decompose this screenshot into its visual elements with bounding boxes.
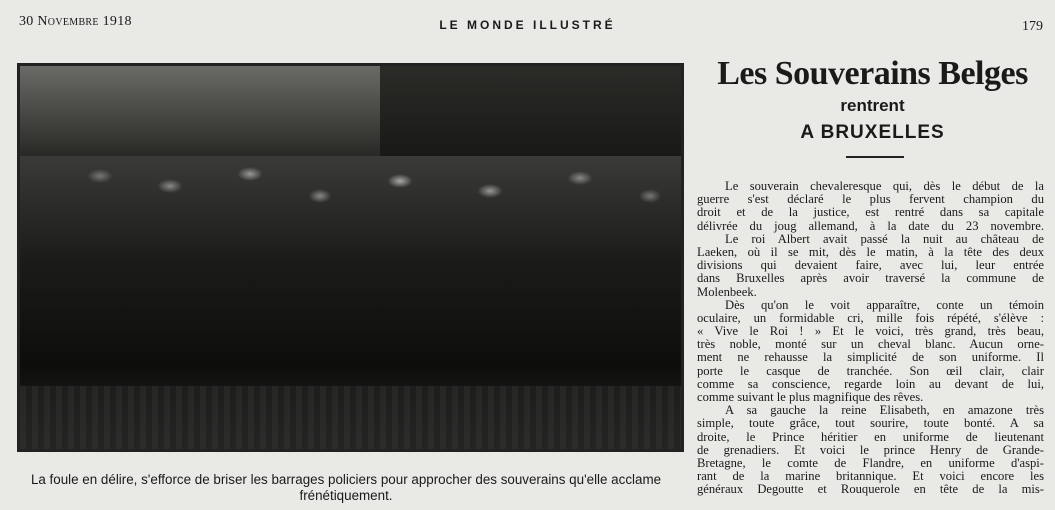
body-line: droite, le Prince héritier en uniforme de lieutenant (697, 429, 1044, 444)
body-line: dans Bruxelles après avoir traversé la commune de (697, 271, 1044, 286)
body-line: délivrée du joug allemand, à la date du 23 novembre. (697, 218, 1044, 233)
body-line: très noble, monté sur un cheval blanc. Aucun orne- (697, 337, 1044, 352)
body-line: guerre s'est déclaré le plus fervent champion du (697, 192, 1044, 207)
body-line: Laeken, où il se mit, dès le matin, à la tête des deux (697, 244, 1044, 259)
body-line: A sa gauche la reine Elisabeth, en amazone très (725, 403, 1044, 418)
page-header (0, 12, 1055, 36)
body-line: généraux Degoutte et Rouquerole en tête de la mis- (697, 482, 1044, 497)
body-line: Le souverain chevaleresque qui, dès le début de la (725, 179, 1044, 193)
caption-line-1: La foule en délire, s'efforce de briser les barrages policiers pour approcher des souverains qu'elle acclame (30, 472, 662, 487)
body-line: ment ne rehausse la simplicité de son uniforme. Il (697, 350, 1044, 365)
article-title: Les Souverains Belges (717, 55, 1028, 92)
body-line: simple, toute grâce, tout sourire, toute bonté. A sa (697, 416, 1044, 431)
body-line: Molenbeek. (697, 284, 757, 299)
body-line: rant de la marine britannique. Et voici encore les (697, 469, 1044, 484)
issue-date: 30 Novembre 1918 (19, 14, 132, 29)
body-line: Bretagne, le comte de Flandre, en uniforme d'aspi- (697, 455, 1044, 470)
body-line: de grenadiers. Et voici le prince Henry de Grande- (697, 442, 1044, 457)
article-subtitle-2: A BRUXELLES (800, 122, 945, 143)
title-rule (846, 156, 904, 158)
crowd-photograph (17, 63, 684, 452)
body-line: comme sa conscience, regarde loin au devant de lui, (697, 376, 1044, 391)
body-line: « Vive le Roi ! » Et le voici, très grand, très beau, (697, 324, 1044, 339)
body-line: Dès qu'on le voit apparaître, conte un témoin (725, 297, 1044, 312)
article-subtitle: rentrent (840, 96, 905, 115)
body-line: Le roi Albert avait passé la nuit au château de (725, 231, 1044, 246)
body-line: droit et de la justice, est rentré dans sa capitale (697, 205, 1044, 220)
publication-title: LE MONDE ILLUSTRÉ (439, 18, 616, 32)
body-line: divisions qui devaient faire, avec lui, leur entrée (697, 258, 1044, 273)
page-number: 179 (1022, 19, 1043, 34)
photo-street (20, 386, 684, 452)
body-line: oculaire, un formidable cri, mille fois répété, s'élève : (697, 310, 1044, 325)
caption-line-2: frénétiquement. (299, 488, 393, 503)
body-line: porte le casque de tranchée. Son œil clair, clair (697, 363, 1044, 378)
article-body (697, 180, 1044, 497)
photo-caption (6, 472, 686, 504)
body-line: comme suivant le plus magnifique des rêves. (697, 390, 924, 404)
